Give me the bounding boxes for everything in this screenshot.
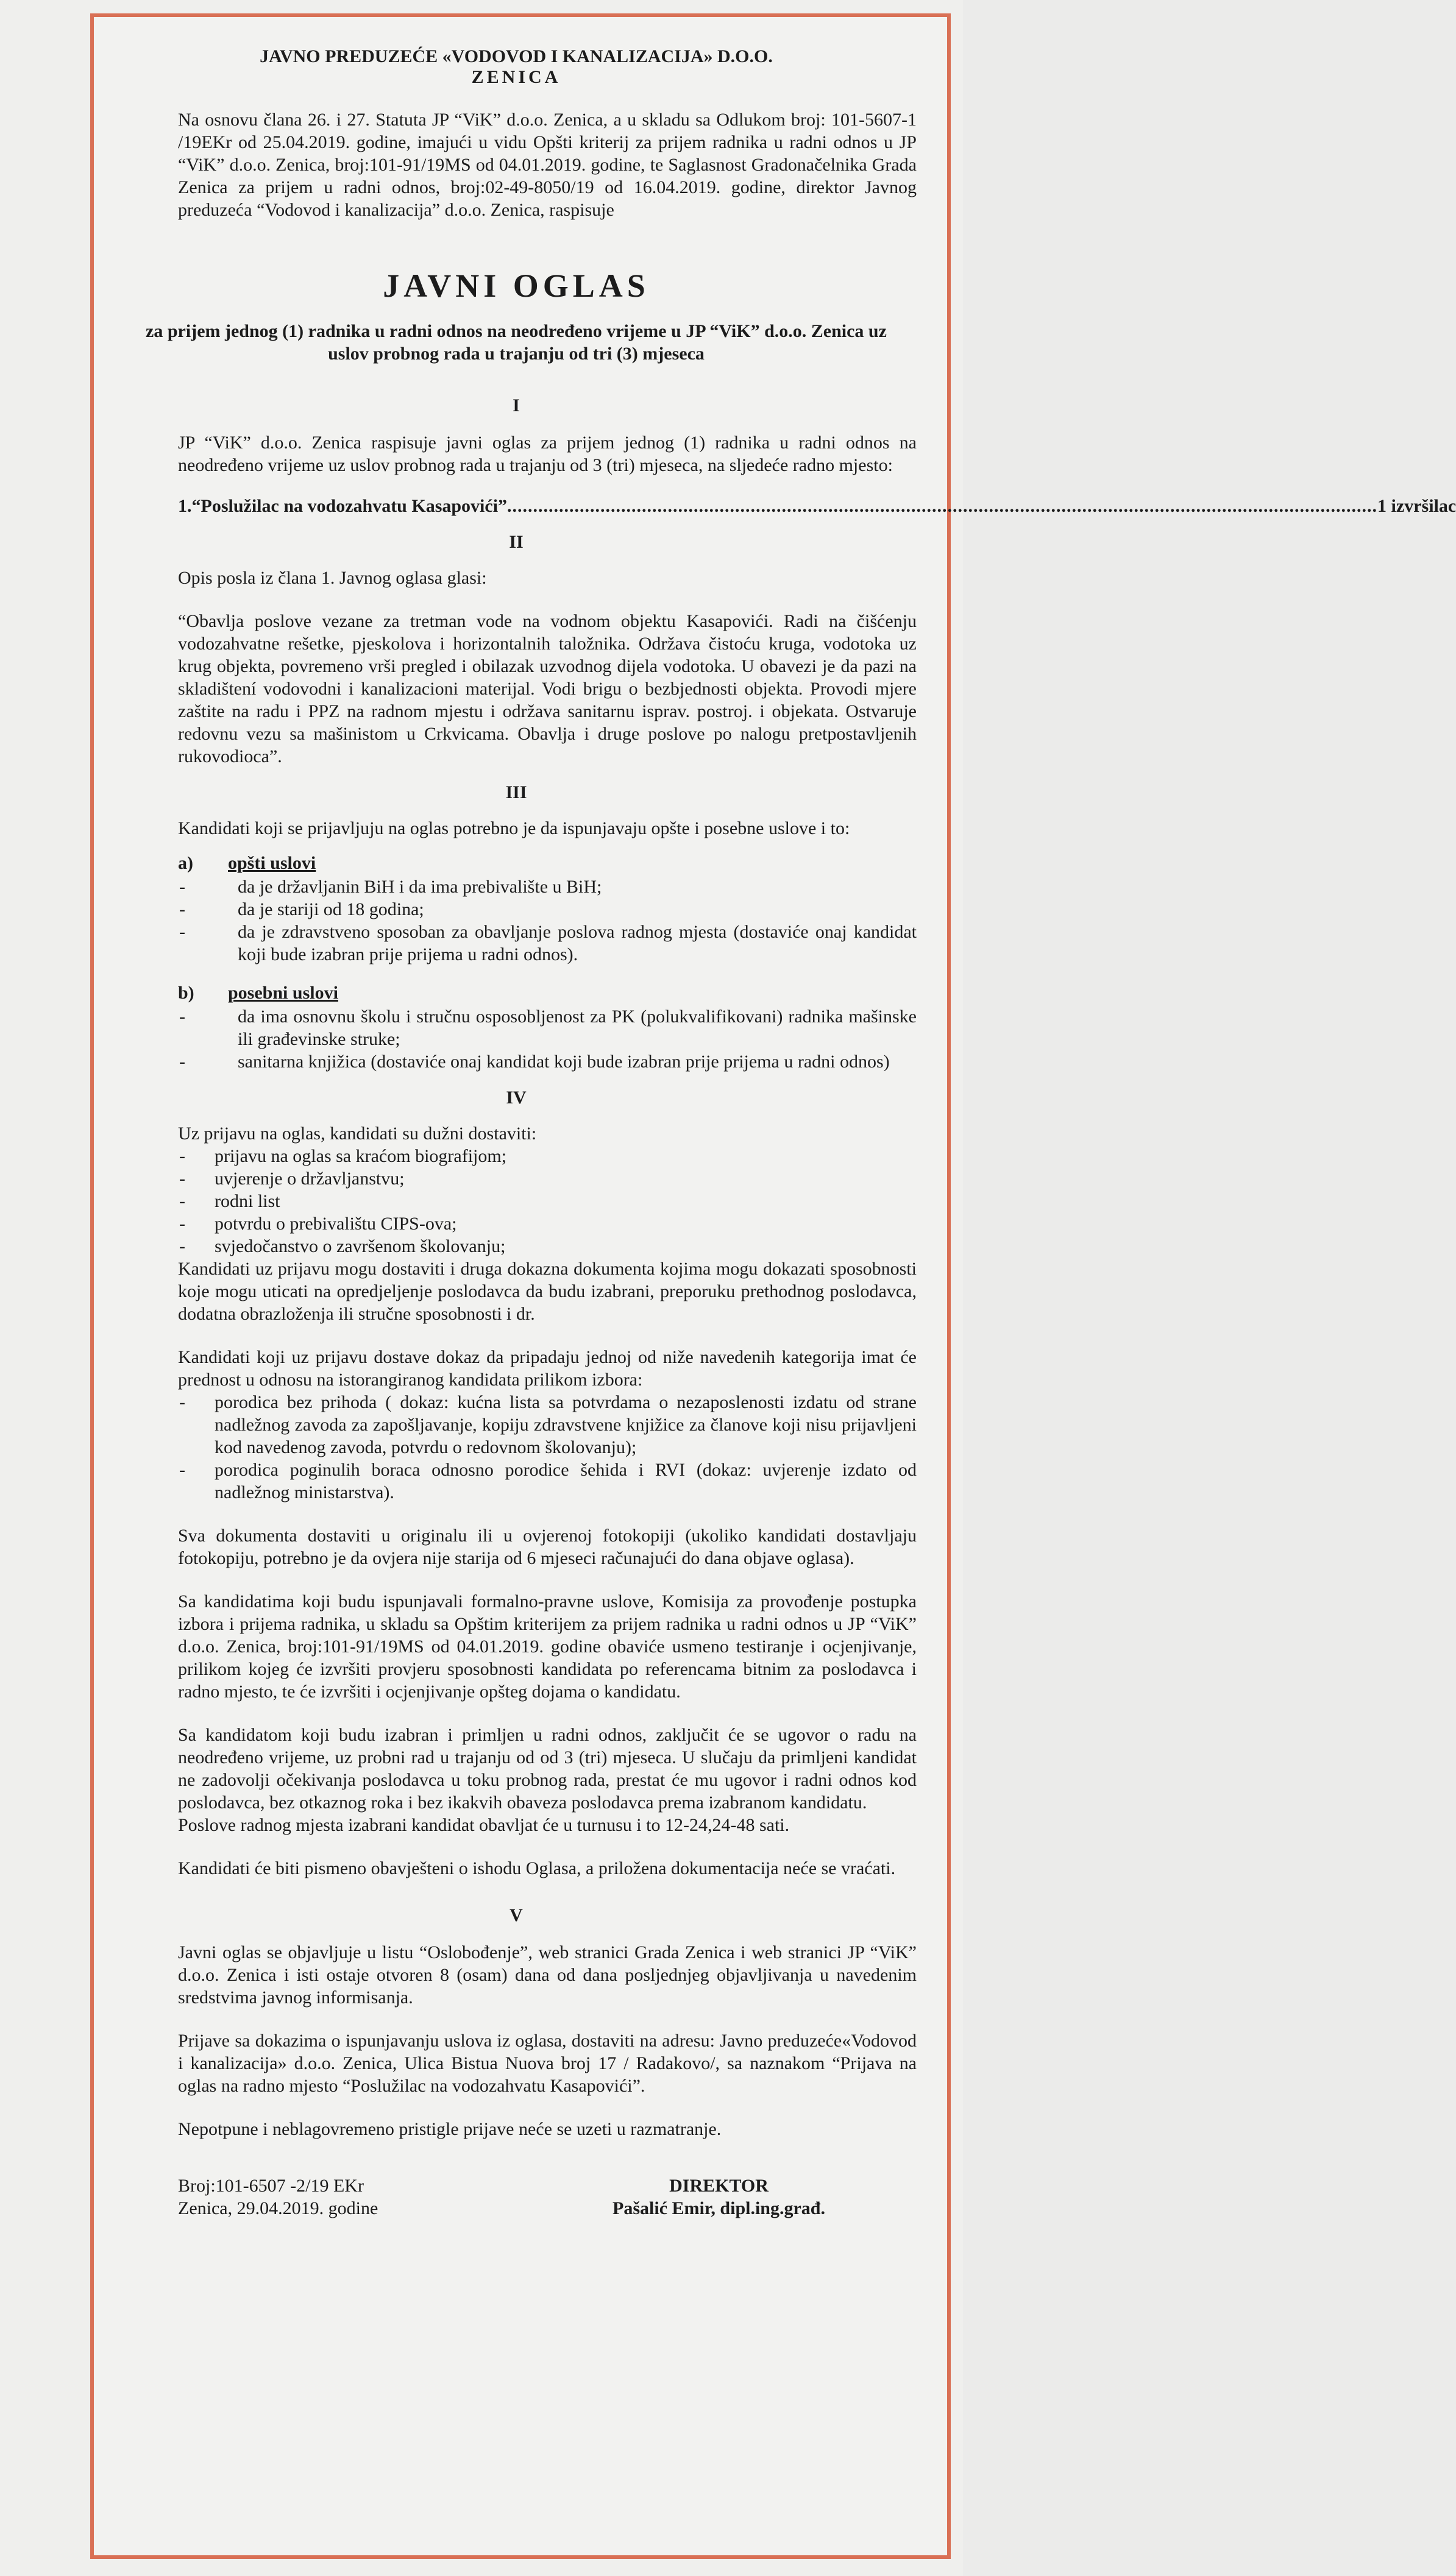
list-item: - da je stariji od 18 godina;	[178, 898, 917, 921]
position-name: “Poslužilac na vodozahvatu Kasapovići”	[191, 496, 508, 516]
section-2-intro: Opis posla iz člana 1. Javnog oglasa glasi:	[178, 568, 487, 588]
signer-block	[613, 2174, 825, 2220]
list-item: - sanitarna knjižica (dostaviće onaj kandidat koji bude izabran prije prijema u radni odnos)	[178, 1050, 917, 1073]
documents-list	[178, 1145, 917, 1258]
commission-text: Sa kandidatima koji budu ispunjavali formalno-pravne uslove, Komisija za provođenje postupka izbora i prijema radnika, u skladu sa Opštim kriterijem za prijem radnika u radni odnos u JP “ViK” d.o.o. Zenica, broj:101-91/19MS od 04.01.2019. godine obaviće usmeno testiranje i ocjenjivanje, prilikom kojeg će izvršiti provjeru sposobnosti kandidata po referencama bitnim za poslodavca i radno mjesto, te će izvršiti i ocjenjivanje opšteg dojama o kandidatu.	[178, 1591, 917, 1702]
list-item: - porodica poginulih boraca odnosno porodice šehida i RVI (dokaz: uvjerenje izdato od nadležnog ministarstva).	[178, 1459, 917, 1504]
position-count: 1 izvršilac	[1377, 496, 1456, 516]
position-dot-leader: ........................................................................................................................................................................	[507, 496, 1378, 516]
contract-text: Sa kandidatom koji budu izabran i primljen u radni odnos, zaključit će se ugovor o radu na neodređeno vrijeme, uz probni rad u trajanju od od 3 (tri) mjeseca. U slučaju da primljeni kandidat ne zadovolji očekivanja poslodavca u toku probnog rada, prestat će mu ugovor i radni odnos kod poslodavca, bez otkaznog roka i bez ikakvih obaveza poslodavca prema izabranom kandidatu.	[178, 1725, 917, 1813]
list-item: - da je zdravstveno sposoban za obavljanje poslova radnog mjesta (dostaviće onaj kandidat koji bude izabran prije prijema u radni odnos).	[178, 921, 917, 966]
signer-name: Pašalić Emir, dipl.ing.građ.	[613, 2198, 825, 2218]
shifts-text: Poslove radnog mjesta izabrani kandidat obavljat će u turnusu i to 12-24,24-48 sati.	[178, 1815, 790, 1835]
list-item: - uvjerenje o državljanstvu;	[178, 1167, 917, 1190]
publication-text: Javni oglas se objavljuje u listu “Oslobođenje”, web stranici Grada Zenica i web stranici JP “ViK” d.o.o. Zenica i isti ostaje otvoren 8 (osam) dana od dana posljednjeg objavljivanja u navedenim sredstvima javnog informisanja.	[178, 1942, 917, 2008]
notice-text: Kandidati će biti pismeno obavješteni o ishodu Oglasa, a priložena dokumentacija neće se vraćati.	[178, 1858, 896, 1878]
list-item: - da ima osnovnu školu i stručnu osposobljenost za PK (polukvalifikovani) radnika mašinske ili građevinske struke;	[178, 1005, 917, 1050]
section-heading-3: III	[505, 782, 527, 802]
list-item: - svjedočanstvo o završenom školovanju;	[178, 1235, 917, 1258]
list-item: - rodni list	[178, 1190, 917, 1212]
general-conditions-heading	[178, 852, 917, 874]
section-heading-1: I	[513, 395, 520, 416]
special-conditions-heading	[178, 982, 917, 1004]
intro-paragraph: Na osnovu člana 26. i 27. Statuta JP “ViK” d.o.o. Zenica, a u skladu sa Odlukom broj: 101-5607-1 /19EKr od 25.04.2019. godine, imajući u vidu Opšti kriterij za prijem radnika u radni odnos u JP “ViK” d.o.o. Zenica, broj:101-91/19MS od 04.01.2019. godine, te Saglasnost Gradonačelnika Grada Zenica za prijem u radni odnos, broj:02-49-8050/19 od 16.04.2019. godine, direktor Javnog preduzeća “Vodovod i kanalizacija” d.o.o. Zenica, raspisuje	[178, 110, 917, 220]
section-3-intro: Kandidati koji se prijavljuju na oglas potrebno je da ispunjavaju opšte i posebne uslove i to:	[178, 818, 850, 838]
section-1-text: JP “ViK” d.o.o. Zenica raspisuje javni oglas za prijem jednog (1) radnika u radni odnos na neodređeno vrijeme uz uslov probnog rada u trajanju od 3 (tri) mjeseca, na sljedeće radno mjesto:	[178, 433, 917, 475]
incomplete-applications-text: Nepotpune i neblagovremeno pristigle prijave neće se uzeti u razmatranje.	[178, 2119, 722, 2139]
general-conditions-list	[178, 876, 917, 966]
section-heading-5: V	[510, 1905, 523, 1925]
list-item: - potvrdu o prebivalištu CIPS-ova;	[178, 1212, 917, 1235]
company-name: JAVNO PREDUZEĆE «VODOVOD I KANALIZACIJA» D.O.O.	[260, 46, 773, 66]
company-city: ZENICA	[471, 67, 561, 87]
signature-block	[178, 2174, 917, 2248]
documents-intro: Uz prijavu na oglas, kandidati su dužni dostaviti:	[178, 1123, 537, 1144]
job-description: “Obavlja poslove vezane za tretman vode na vodnom objektu Kasapovići. Radi na čišćenju vodozahvatne rešetke, pjeskolova i horizontalnih taložnika. Održava čistoću kruga, vodotoka uz krug objekta, povremeno vrši pregled i obilazak uzvodnog dijela vodotoka. U obavezi je da pazi na skladištení vodovodni i kanalizacioni materijal. Vodi brigu o bezbjednosti objekta. Provodi mjere zaštite na radu i PPZ na radnom mjestu i održava sanitarnu isprav. postroj. i objekata. Ostvaruje redovnu vezu sa mašinistom u Crkvicama. Obavlja i druge poslove po nalogu pretpostavljenih rukovodioca”.	[178, 611, 917, 766]
originals-text: Sva dokumenta dostaviti u originalu ili u ovjerenoj fotokopiji (ukoliko kandidati dostavljaju fotokopiju, potrebno je da ovjera nije starija od 6 mjeseci računajući do dana objave oglasa).	[178, 1526, 917, 1568]
place-date: Zenica, 29.04.2019. godine	[178, 2198, 378, 2218]
announcement-frame	[90, 13, 1456, 2559]
special-conditions-letter: b)	[178, 983, 194, 1003]
general-conditions-label: opšti uslovi	[228, 853, 316, 873]
list-item: - prijavu na oglas sa kraćom biografijom;	[178, 1145, 917, 1167]
priority-intro: Kandidati koji uz prijavu dostave dokaz da pripadaju jednoj od niže navedenih kategorija imat će prednost u odnosu na istorangiranog kandidata prilikom izbora:	[178, 1347, 917, 1390]
signer-title: DIREKTOR	[669, 2176, 769, 2196]
position-number: 1.	[178, 496, 192, 516]
position-line	[178, 495, 1456, 517]
list-item: - porodica bez prihoda ( dokaz: kućna lista sa potvrdama o nezaposlenosti izdatu od strane nadležnog zavoda za zapošljavanje, kopiju zdravstvene knjižice za članove koji nisu prijavljeni kod navedenog zavoda, potvrdu o redovnom školovanju);	[178, 1391, 917, 1459]
section-heading-2: II	[509, 532, 524, 552]
special-conditions-label: posebni uslovi	[228, 983, 338, 1003]
reference-block	[178, 2174, 378, 2220]
section-heading-4: IV	[506, 1088, 527, 1108]
extra-documents-text: Kandidati uz prijavu mogu dostaviti i druga dokazna dokumenta kojima mogu dokazati sposobnosti koje mogu uticati na opredjeljenje poslodavca da budu izabrani, preporuku prethodnog poslodavca, dodatna obrazloženja ili stručne sposobnosti i dr.	[178, 1259, 917, 1324]
announcement-subtitle: za prijem jednog (1) radnika u radni odnos na neodređeno vrijeme u JP “ViK” d.o.o. Zenica uz uslov probnog rada u trajanju od tri (3) mjeseca	[146, 321, 887, 364]
address-text: Prijave sa dokazima o ispunjavanju uslova iz oglasa, dostaviti na adresu: Javno preduzeće«Vodovod i kanalizacija» d.o.o. Zenica, Ulica Bistua Nuova broj 17 / Radakovo/, sa naznakom “Prijava na oglas na radno mjesto “Poslužilac na vodozahvatu Kasapovići”.	[178, 2031, 917, 2096]
announcement-body	[98, 41, 1456, 2248]
announcement-title: JAVNI OGLAS	[383, 267, 650, 304]
reference-number: Broj:101-6507 -2/19 EKr	[178, 2176, 364, 2196]
list-item: - da je državljanin BiH i da ima prebivalište u BiH;	[178, 876, 917, 898]
priority-list	[178, 1391, 917, 1504]
special-conditions-list	[178, 1005, 917, 1073]
general-conditions-letter: a)	[178, 853, 193, 873]
